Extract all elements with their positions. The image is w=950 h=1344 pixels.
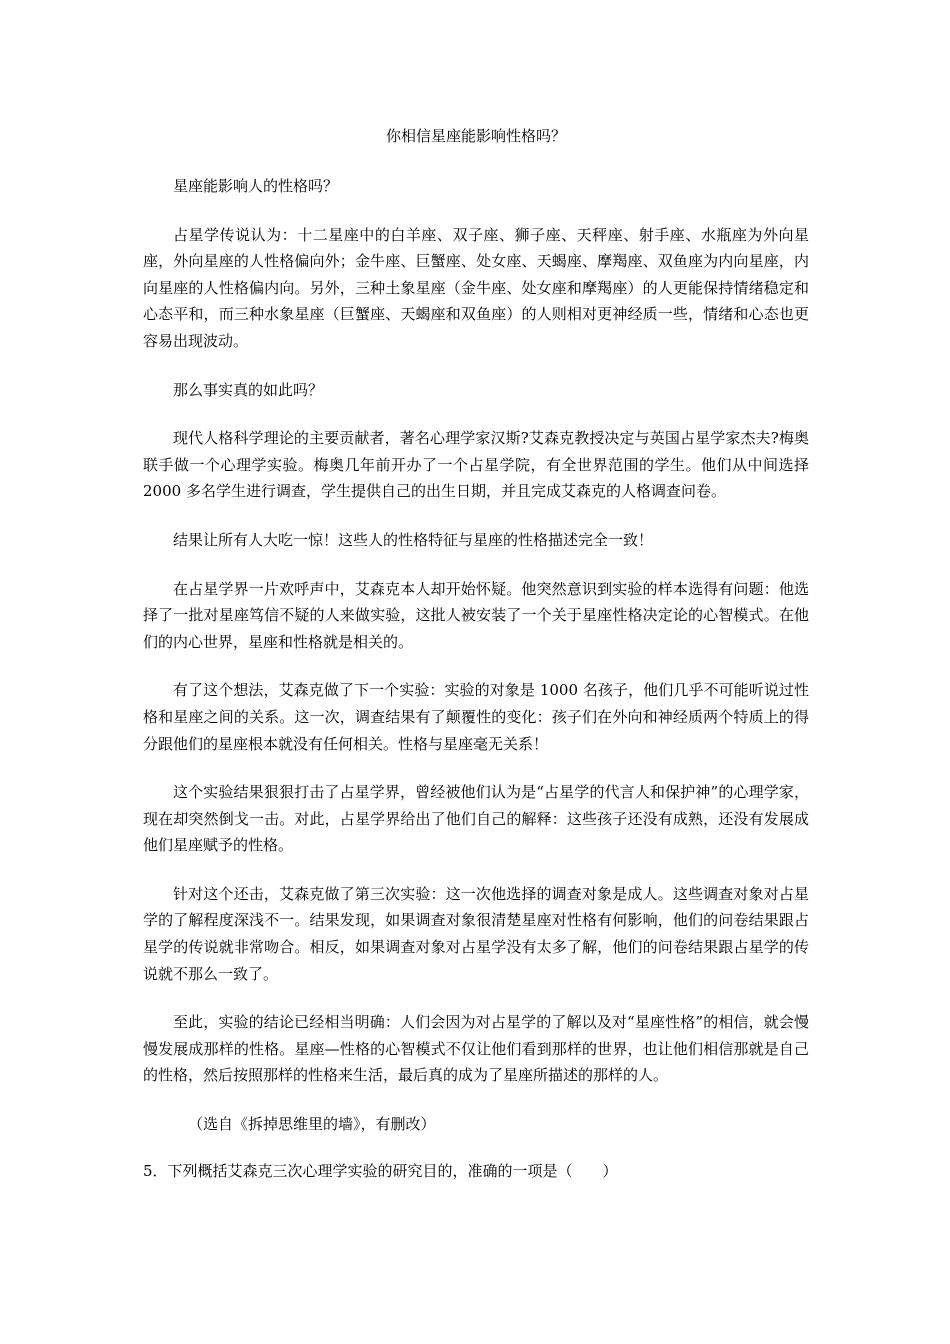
source-note: （选自《拆掉思维里的墙》，有删改） xyxy=(188,1115,436,1134)
paragraph-first-experiment: 现代人格科学理论的主要贡献者，著名心理学家汉斯?艾森克教授决定与英国占星学家杰夫?梅奥联手做一个心理学实验。梅奥几年前开办了一个占星学院，有全世界范围的学生。他们从中间选择 2000 多名学生进行调查，学生提供自己的出生日期，并且完成艾森克的人格调查问卷。 xyxy=(143,429,809,501)
paragraph-is-it-true: 那么事实真的如此吗？ xyxy=(173,380,324,399)
paragraph-astrology-response: 这个实验结果狠狠打击了占星学界，曾经被他们认为是“占星学的代言人和保护神”的心理学家，现在却突然倒戈一击。对此，占星学界给出了他们自己的解释：这些孩子还没有成熟，还没有发展成他们星座赋予的性格。 xyxy=(143,783,809,855)
document-title: 你相信星座能影响性格吗？ xyxy=(385,127,566,145)
paragraph-first-result: 结果让所有人大吃一惊！这些人的性格特征与星座的性格描述完全一致！ xyxy=(173,530,654,549)
paragraph-eysenck-doubt: 在占星学界一片欢呼声中，艾森克本人却开始怀疑。他突然意识到实验的样本选得有问题：他选择了一批对星座笃信不疑的人来做实验，这批人被安装了一个关于星座性格决定论的心智模式。在他们的内心世界，星座和性格就是相关的。 xyxy=(143,579,809,651)
paragraph-second-experiment: 有了这个想法，艾森克做了下一个实验：实验的对象是 1000 名孩子，他们几乎不可能听说过性格和星座之间的关系。这一次，调查结果有了颠覆性的变化：孩子们在外向和神经质两个特质上的得分跟他们的星座根本就没有任何相关。性格与星座毫无关系！ xyxy=(143,681,809,753)
paragraph-astrology-claim: 占星学传说认为：十二星座中的白羊座、双子座、狮子座、天秤座、射手座、水瓶座为外向星座，外向星座的人性格偏向外；金牛座、巨蟹座、处女座、天蝎座、摩羯座、双鱼座为内向星座，内向星座的人性格偏内向。另外，三种土象星座（金牛座、处女座和摩羯座）的人更能保持情绪稳定和心态平和，而三种水象星座（巨蟹座、天蝎座和双鱼座）的人则相对更神经质一些，情绪和心态也更容易出现波动。 xyxy=(143,225,809,350)
paragraph-third-experiment: 针对这个还击，艾森克做了第三次实验：这一次他选择的调查对象是成人。这些调查对象对占星学的了解程度深浅不一。结果发现，如果调查对象很清楚星座对性格有何影响，他们的问卷结果跟占星学的传说就非常吻合。相反，如果调查对象对占星学没有太多了解，他们的问卷结果跟占星学的传说就不那么一致了。 xyxy=(143,884,809,983)
paragraph-conclusion: 至此，实验的结论已经相当明确：人们会因为对占星学的了解以及对“星座性格”的相信，就会慢慢发展成那样的性格。星座—性格的心智模式不仅让他们看到那样的世界，也让他们相信那就是自己的性格，然后按照那样的性格来生活，最后真的成为了星座所描述的那样的人。 xyxy=(143,1013,809,1085)
paragraph-intro-question: 星座能影响人的性格吗？ xyxy=(173,177,339,195)
article-body xyxy=(143,173,809,1206)
question-5: 5．下列概括艾森克三次心理学实验的研究目的，准确的一项是（ ） xyxy=(143,1161,618,1180)
